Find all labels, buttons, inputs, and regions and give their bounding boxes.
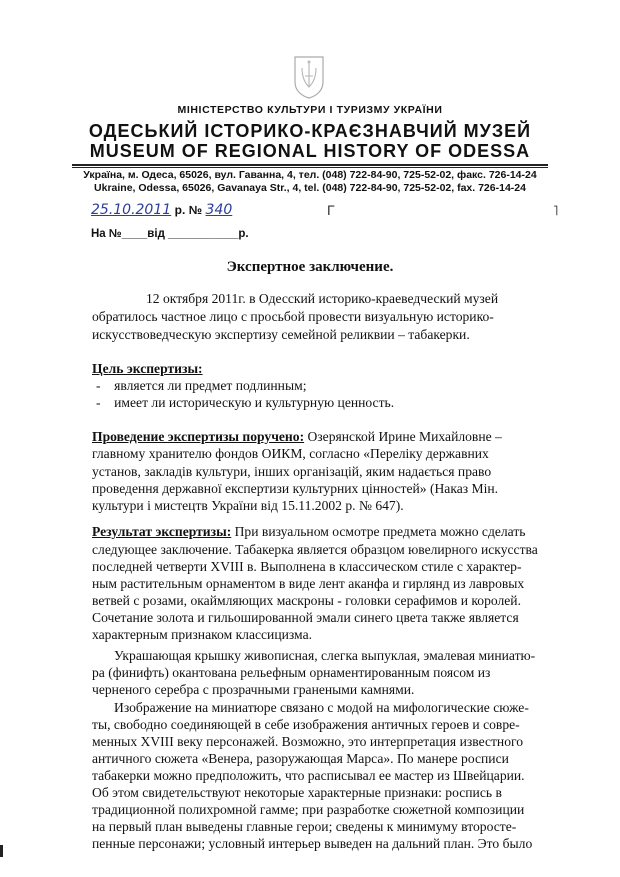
header-divider <box>72 164 548 166</box>
museum-name-ua: ОДЕСЬКИЙ ІСТОРИКО-КРАЄЗНАВЧИЙ МУЗЕЙ <box>88 121 532 141</box>
coat-of-arms-emblem <box>292 54 326 100</box>
para3-line: табакерки можно предположить, что расписывал ее мастер из Швейцарии. <box>92 768 525 783</box>
result-line: ветвей с розами, окаймляющих маскроны - головки серафимов и королей. <box>92 593 521 608</box>
reply-reference: На №____від ___________р. <box>91 228 249 240</box>
assigned-line: проведення державної експертизи культурних цінностей» (Наказ Мін. <box>92 481 499 496</box>
para2-line: ра (финифть) окантована рельефным орнаментированным поясом из <box>92 665 491 680</box>
goal-bullet-1: - является ли предмет подлинным; <box>96 378 307 393</box>
assigned-line: культури і мистецтв України від 15.11.2002 р. № 647). <box>92 498 404 513</box>
result-line: Сочетание золота и гильошированной эмали синего цвета также является <box>92 610 519 625</box>
intro-line: 12 октября 2011г. в Одесский историко-краеведческий музей <box>146 291 499 306</box>
result-line: характерным признаком классицизма. <box>92 627 312 642</box>
intro-line: искусствоведческую экспертизу семейной реликвии – табакерки. <box>92 327 470 342</box>
para2-line: Украшающая крышку живописная, слегка выпуклая, эмалевая миниатю- <box>114 648 536 663</box>
ministry-name: МІНІСТЕРСТВО КУЛЬТУРИ І ТУРИЗМУ УКРАЇНИ <box>177 104 443 116</box>
para3-line: ты, свободно соединяющей в себе изображения античных героев и совре- <box>92 717 520 732</box>
address-bracket-right: ˥ <box>553 202 559 218</box>
handwritten-date: 25.10.2011 <box>91 202 172 218</box>
header-divider-thin <box>72 167 548 168</box>
reference-line <box>91 202 232 219</box>
para3-line: античного сюжета «Венера, разоружающая Марса». По манере росписи <box>92 751 509 766</box>
scan-mark <box>0 845 3 857</box>
para3-line: на первый план выведены главные герои; сведены к минимуму второсте- <box>92 819 517 834</box>
para3-line: традиционной полихромной гамме; при разработке сюжетной композиции <box>92 802 525 817</box>
address-en: Ukraine, Odessa, 65026, Gavanaya Str., 4, tel. (048) 722-84-90, 725-52-02, fax. 726-14-24 <box>94 182 526 194</box>
para3-line: менных XVIII веку персонажей. Возможно, это интерпретация известного <box>92 734 524 749</box>
result-line: ным растительным орнаментом в виде лент аканфа и гирлянд из лавровых <box>92 576 525 591</box>
address-bracket-left: Г <box>327 202 335 218</box>
para3-line: пенные персонажи; условный интерьер выведен на дальний план. Это было <box>92 836 533 851</box>
intro-line: обратилось частное лицо с просьбой провести визуальную историко- <box>92 309 494 324</box>
result-line-1: Результат экспертизы: При визуальном осмотре предмета можно сделать <box>92 524 526 539</box>
goal-heading: Цель экспертизы: <box>92 361 203 376</box>
number-label: р. № <box>174 203 203 217</box>
goal-bullet-2: - имеет ли историческую и культурную ценность. <box>96 395 395 410</box>
assigned-line: установ, закладів культури, інших організацій, яким надається право <box>92 464 492 479</box>
para2-line: черненого серебра с прозрачными гранеными камнями. <box>92 682 415 697</box>
museum-name-en: MUSEUM OF REGIONAL HISTORY OF ODESSA <box>89 141 531 161</box>
result-line: последней четверти XVIII в. Выполнена в классическом стиле с характер- <box>92 559 522 574</box>
para3-line: Об этом свидетельствуют некоторые характерные признаки: роспись в <box>92 785 502 800</box>
result-line: следующее заключение. Табакерка является образцом ювелирного искусства <box>92 542 538 557</box>
assigned-line: главному хранителю фондов ОИКМ, согласно «Переліку державних <box>92 446 489 461</box>
document-title: Экспертное заключение. <box>226 259 394 275</box>
address-ua: Україна, м. Одеса, 65026, вул. Гаванна, 4, тел. (048) 722-84-90, 725-52-02, факс. 726-14-24 <box>83 169 537 181</box>
para3-line: Изображение на миниатюре связано с модой на мифологические сюже- <box>114 700 529 715</box>
handwritten-number: 340 <box>205 202 233 218</box>
assigned-line-1: Проведение экспертизы поручено: Озерянской Ирине Михайловне – <box>92 429 502 444</box>
